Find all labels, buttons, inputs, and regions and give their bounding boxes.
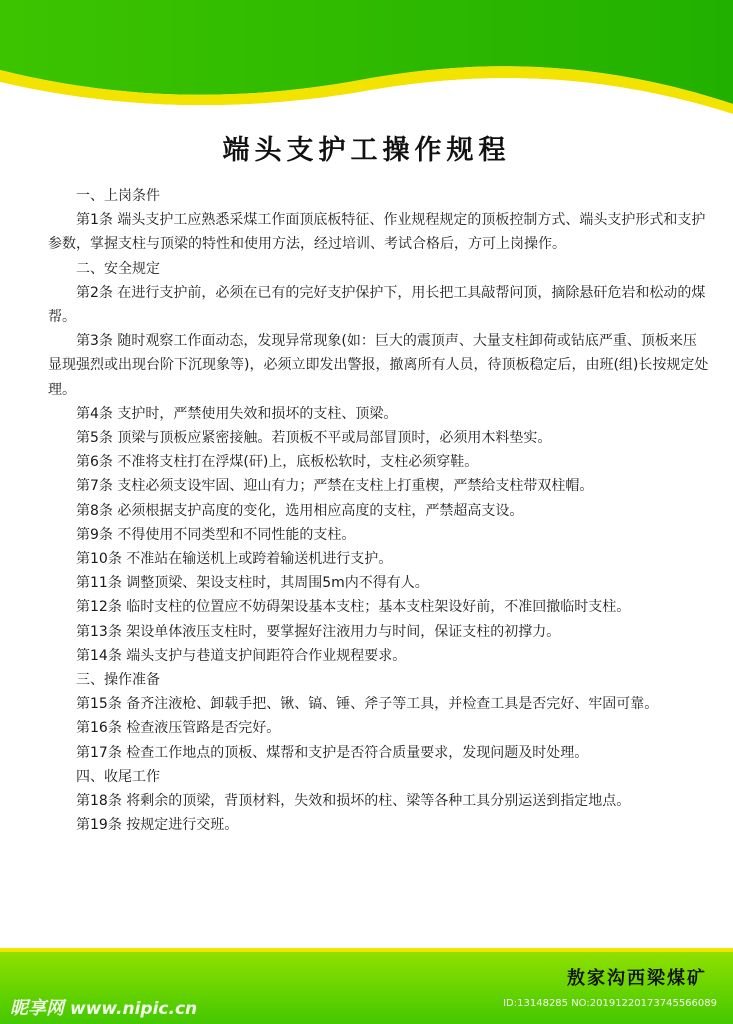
article-5: 第5条 顶梁与顶板应紧密接触。若顶板不平或局部冒顶时，必须用木料垫实。 bbox=[76, 430, 552, 447]
image-id: ID:13148285 NO:20191220173745566089 bbox=[503, 998, 717, 1009]
page-title: 端头支护工操作规程 bbox=[222, 135, 511, 166]
article-3: 第3条 随时观察工作面动态，发现异常现象(如：巨大的震顶声、大量支柱卸荷或钻底严重、顶板来压显现强烈或出现台阶下沉现象等)，必须立即发出警报，撤离所有人员，待顶板稳定后，由班(组)长按规定处理。 bbox=[48, 333, 709, 398]
header-wave-decoration bbox=[0, 0, 733, 120]
section-heading: 一、上岗条件 bbox=[76, 188, 160, 204]
section-heading: 四、收尾工作 bbox=[76, 768, 160, 785]
watermark bbox=[10, 994, 197, 1020]
regulation-body bbox=[48, 184, 710, 837]
company-name: 敖家沟西梁煤矿 bbox=[567, 968, 707, 989]
article-15: 第15条 备齐注液枪、卸载手把、锹、镐、锤、斧子等工具，并检查工具是否完好、牢固可靠。 bbox=[76, 696, 659, 713]
article-7: 第7条 支柱必须支设牢固、迎山有力；严禁在支柱上打重楔，严禁给支柱带双柱帽。 bbox=[76, 478, 594, 495]
article-12: 第12条 临时支柱的位置应不妨碍架设基本支柱；基本支柱架设好前，不准回撤临时支柱。 bbox=[76, 599, 631, 616]
article-8: 第8条 必须根据支护高度的变化，选用相应高度的支柱，严禁超高支设。 bbox=[76, 502, 524, 519]
article-1: 第1条 端头支护工应熟悉采煤工作面顶底板特征、作业规程规定的顶板控制方式、端头支护形式和支护参数，掌握支柱与顶梁的特性和使用方法，经过培训、考试合格后，方可上岗操作。 bbox=[48, 212, 706, 253]
article-6: 第6条 不准将支柱打在浮煤(矸)上，底板松软时，支柱必须穿鞋。 bbox=[76, 454, 479, 471]
article-11: 第11条 调整顶梁、架设支柱时，其周围5m内不得有人。 bbox=[76, 575, 429, 592]
article-17: 第17条 检查工作地点的顶板、煤帮和支护是否符合质量要求，发现问题及时处理。 bbox=[76, 744, 589, 761]
section-heading: 二、安全规定 bbox=[76, 260, 160, 277]
article-19: 第19条 按规定进行交班。 bbox=[76, 817, 239, 834]
article-16: 第16条 检查液压管路是否完好。 bbox=[76, 720, 281, 737]
article-13: 第13条 架设单体液压支柱时，要掌握好注液用力与时间，保证支柱的初撑力。 bbox=[76, 623, 561, 640]
article-9: 第9条 不得使用不同类型和不同性能的支柱。 bbox=[76, 526, 356, 543]
section-heading: 三、操作准备 bbox=[76, 672, 160, 689]
watermark-brand: 昵享网 bbox=[10, 998, 64, 1019]
article-10: 第10条 不准站在输送机上或跨着输送机进行支护。 bbox=[76, 551, 393, 568]
article-14: 第14条 端头支护与巷道支护间距符合作业规程要求。 bbox=[76, 647, 407, 664]
watermark-url: www.nipic.cn bbox=[70, 999, 198, 1019]
article-2: 第2条 在进行支护前，必须在已有的完好支护保护下，用长把工具敲帮问顶，摘除悬矸危岩和松动的煤帮。 bbox=[48, 284, 706, 326]
article-4: 第4条 支护时，严禁使用失效和损坏的支柱、顶梁。 bbox=[76, 405, 398, 422]
article-18: 第18条 将剩余的顶梁，背顶材料，失效和损坏的柱、梁等各种工具分别运送到指定地点。 bbox=[76, 793, 631, 810]
